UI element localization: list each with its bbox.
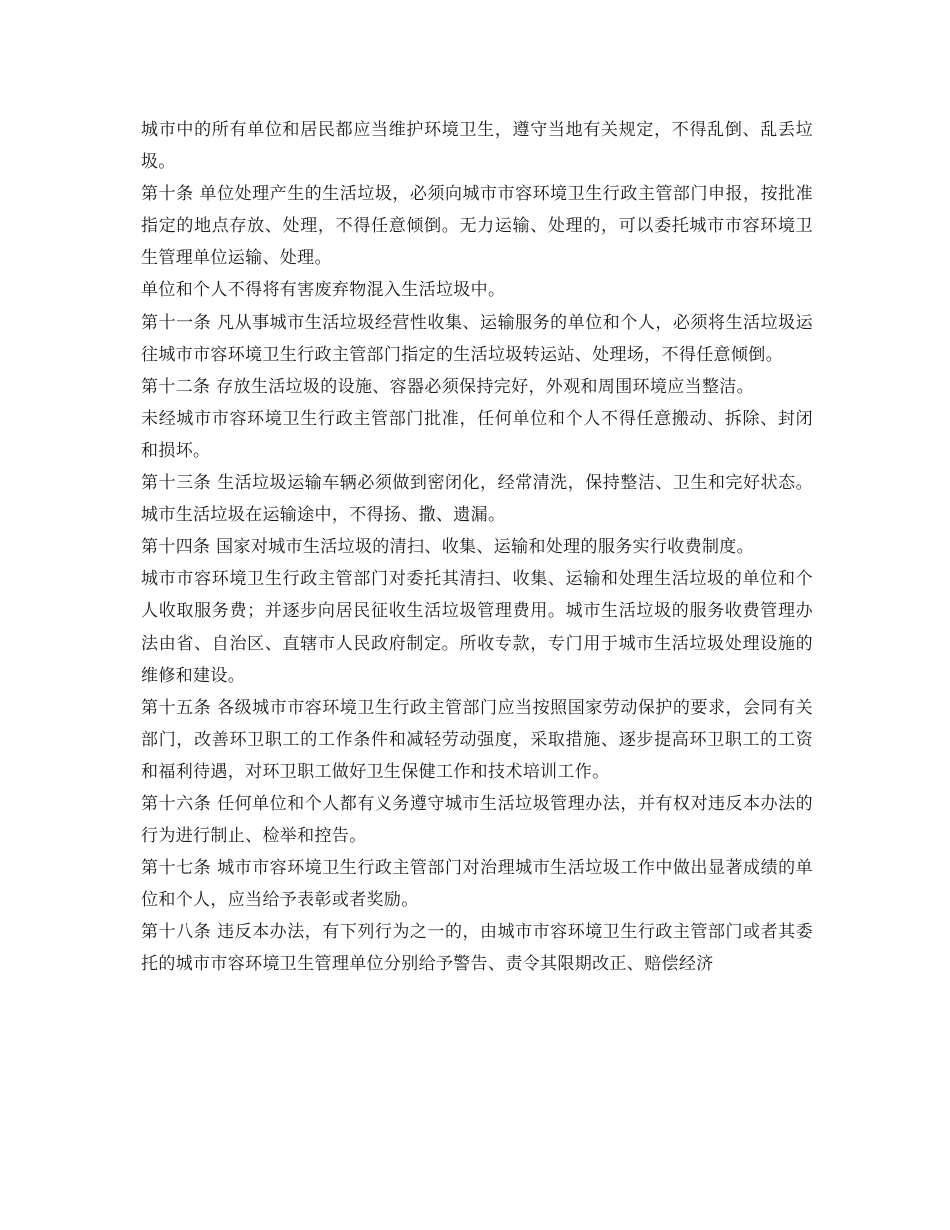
paragraph: 第十四条 国家对城市生活垃圾的清扫、收集、运输和处理的服务实行收费制度。 — [141, 537, 755, 558]
paragraph: 城市市容环境卫生行政主管部门对委托其清扫、收集、运输和处理生活垃圾的单位和个人收取服务费；并逐步向居民征收生活垃圾管理费用。城市生活垃圾的服务收费管理办法由省、自治区、直辖市人民政府制定。所收专款，专门用于城市生活垃圾处理设施的维修和建设。 — [141, 569, 813, 686]
paragraph: 第十一条 凡从事城市生活垃圾经营性收集、运输服务的单位和个人，必须将生活垃圾运往城市市容环境卫生行政主管部门指定的生活垃圾转运站、处理场，不得任意倾倒。 — [141, 312, 813, 365]
paragraph: 第十条 单位处理产生的生活垃圾，必须向城市市容环境卫生行政主管部门申报，按批准指定的地点存放、处理，不得任意倾倒。无力运输、处理的，可以委托城市市容环境卫生管理单位运输、处理。 — [141, 184, 813, 269]
paragraph: 第十七条 城市市容环境卫生行政主管部门对治理城市生活垃圾工作中做出显著成绩的单位和个人，应当给予表彰或者奖励。 — [141, 858, 813, 911]
paragraph: 第十三条 生活垃圾运输车辆必须做到密闭化，经常清洗，保持整洁、卫生和完好状态。城市生活垃圾在运输途中，不得扬、撒、遗漏。 — [141, 473, 813, 526]
paragraph: 城市中的所有单位和居民都应当维护环境卫生，遵守当地有关规定，不得乱倒、乱丢垃圾。 — [141, 120, 813, 173]
paragraph: 第十二条 存放生活垃圾的设施、容器必须保持完好，外观和周围环境应当整洁。 — [141, 376, 755, 397]
paragraph: 单位和个人不得将有害废弃物混入生活垃圾中。 — [141, 280, 506, 301]
paragraph: 第十六条 任何单位和个人都有义务遵守城市生活垃圾管理办法，并有权对违反本办法的行为进行制止、检举和控告。 — [141, 793, 813, 847]
paragraph: 第十五条 各级城市市容环境卫生行政主管部门应当按照国家劳动保护的要求，会同有关部门，改善环卫职工的工作条件和减轻劳动强度，采取措施、逐步提高环卫职工的工资和福利待遇，对环卫职工做好卫生保健工作和技术培训工作。 — [141, 697, 813, 782]
paragraph: 未经城市市容环境卫生行政主管部门批准，任何单位和个人不得任意搬动、拆除、封闭和损坏。 — [141, 408, 813, 461]
document-body — [141, 114, 813, 981]
paragraph: 第十八条 违反本办法，有下列行为之一的，由城市市容环境卫生行政主管部门或者其委托的城市市容环境卫生管理单位分别给予警告、责令其限期改正、赔偿经济 — [141, 922, 813, 975]
